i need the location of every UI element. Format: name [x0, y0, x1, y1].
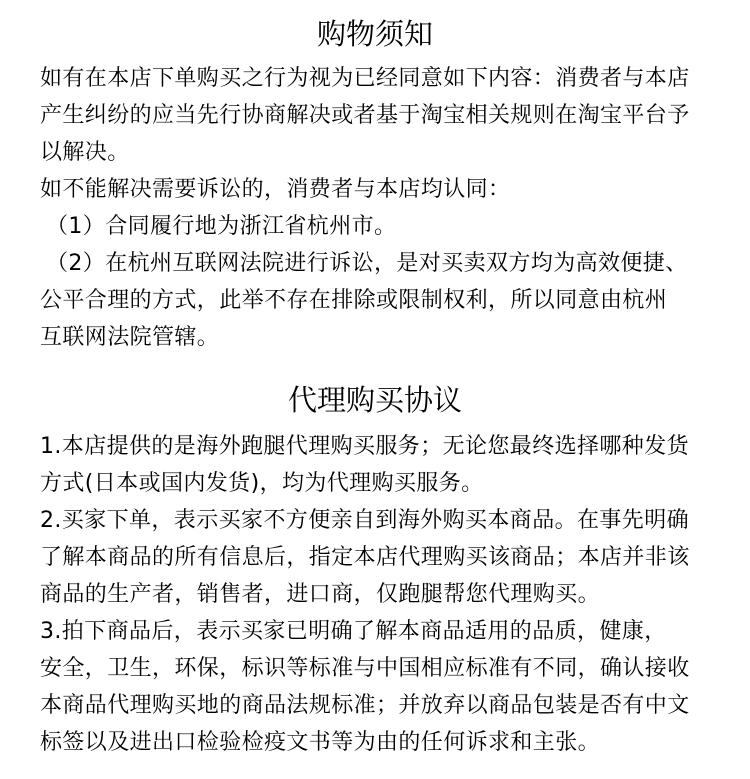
notice-line: 以解决。: [40, 140, 130, 165]
agreement-line: 2.买家下单，表示买家不方便亲自到海外购买本商品。在事先明确: [40, 508, 689, 533]
notice-line: 如不能解决需要诉讼的，消费者与本店均认同：: [40, 177, 511, 202]
notice-line: 互联网法院管辖。: [40, 325, 220, 350]
notice-line: 如有在本店下单购买之行为视为已经同意如下内容：消费者与本店: [40, 66, 690, 91]
agency-agreement-title: 代理购买协议: [287, 383, 462, 417]
shopping-notice-title: 购物须知: [316, 17, 433, 51]
notice-line: 公平合理的方式，此举不存在排除或限制权利，所以同意由杭州: [40, 288, 668, 313]
agreement-line: 1.本店提供的是海外跑腿代理购买服务；无论您最终选择哪种发货: [40, 434, 689, 459]
agreement-line: 标签以及进出口检验检疫文书等为由的任何诉求和主张。: [40, 730, 601, 755]
agreement-line: 本商品代理购买地的商品法规标准；并放弃以商品包装是否有中文: [40, 693, 690, 718]
agreement-line: 3.拍下商品后，表示买家已明确了解本商品适用的品质，健康，: [40, 619, 667, 644]
agreement-line: 商品的生产者，销售者，进口商，仅跑腿帮您代理购买。: [40, 582, 601, 607]
notice-line: （1）合同履行地为浙江省杭州市。: [46, 214, 397, 239]
agreement-line: 了解本商品的所有信息后，指定本店代理购买该商品；本店并非该: [40, 545, 690, 570]
notice-line: 产生纠纷的应当先行协商解决或者基于淘宝相关规则在淘宝平台予: [40, 103, 690, 128]
agreement-line: 安全，卫生，环保，标识等标准与中国相应标准有不同，确认接收: [40, 656, 690, 681]
notice-line: （2）在杭州互联网法院进行诉讼，是对买卖双方均为高效便捷、: [46, 251, 688, 276]
agreement-line: 方式(日本或国内发货)，均为代理购买服务。: [40, 471, 484, 496]
